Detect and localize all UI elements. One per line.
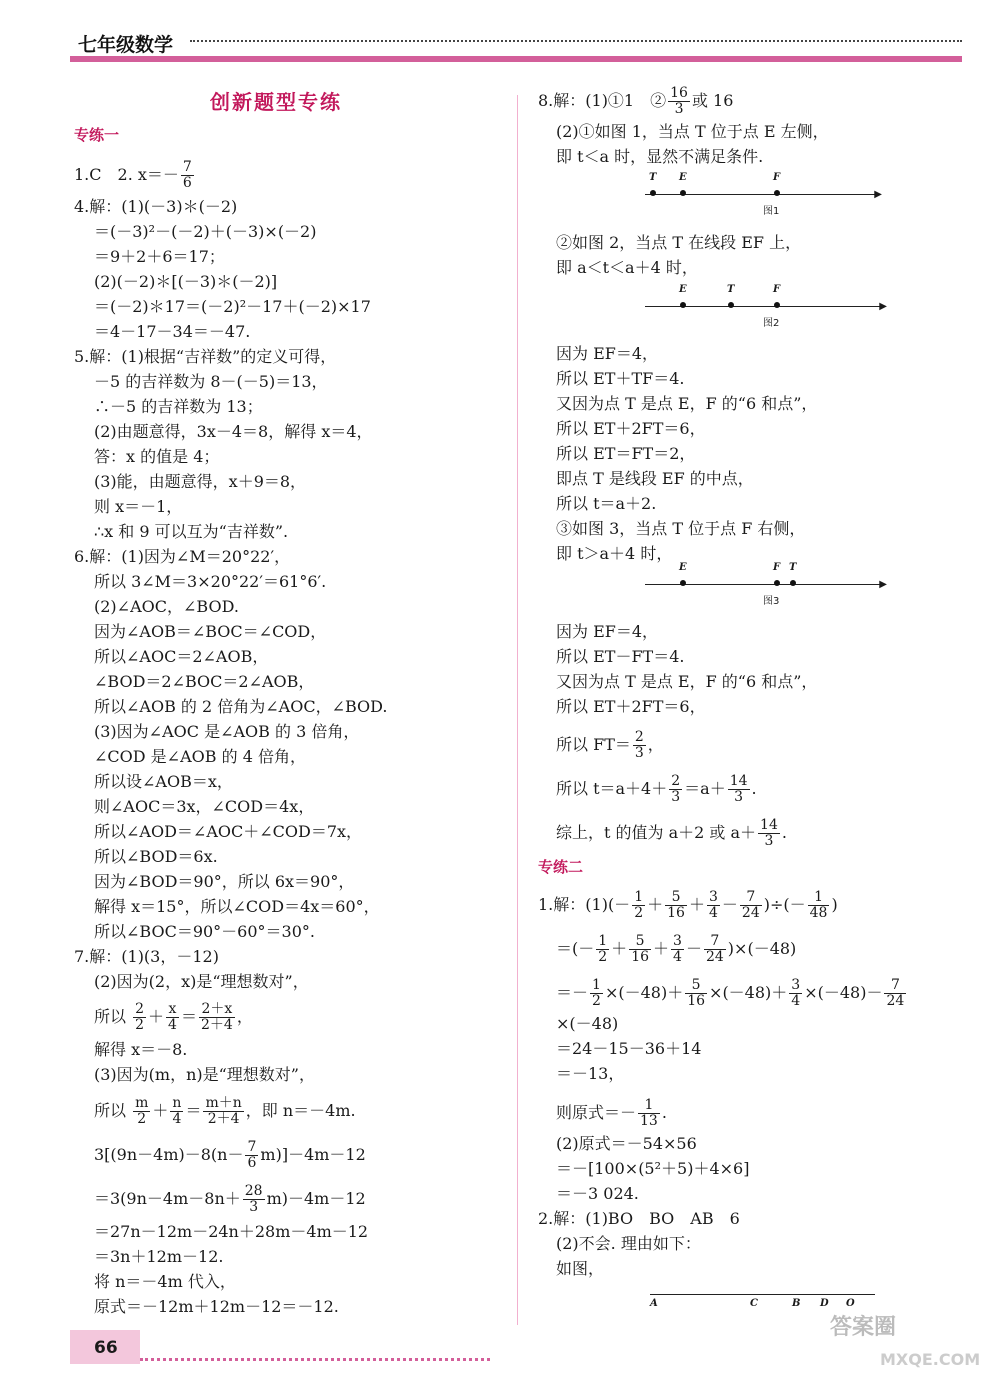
answer-line: 8.解：(1)①1 ② $\frac{16}{3}$ 或 16 <box>538 85 734 117</box>
answer-line: 因为∠BOD＝90°，所以 6x＝90°， <box>94 872 355 891</box>
fraction: $\frac{7}{6}$ <box>182 159 192 191</box>
answer-line: 6.解：(1)因为∠M＝20°22′， <box>74 547 291 566</box>
answer-line: 所以∠BOD＝6x. <box>94 847 218 866</box>
answer-line: 又因为点 T 是点 E，F 的“6 和点”， <box>556 394 818 413</box>
answer-line: ＝(－2)＊17＝(－2)²－17＋(－2)×17 <box>94 297 371 316</box>
answer-line: 解得 x＝－8. <box>94 1040 188 1059</box>
answer-line: ∠BOD＝2∠BOC＝2∠AOB， <box>94 672 315 691</box>
watermark-url: MXQE.COM <box>880 1350 981 1369</box>
header-divider <box>190 40 962 42</box>
figure-caption: 图3 <box>763 596 780 607</box>
answer-line: 所以 $\frac{2}{2}$ ＋ $\frac{x}{4}$ ＝ $\frac{2+x}{2+4}$ ， <box>94 1001 253 1033</box>
answer-line: 所以 ET－FT＝4. <box>556 647 685 666</box>
answer-line: 则 x＝－1， <box>94 497 183 516</box>
answer-line: (2)(－2)＊[(－3)＊(－2)] <box>94 272 278 291</box>
answer-line: ∠COD 是∠AOB 的 4 倍角， <box>94 747 306 766</box>
figure-caption: 图1 <box>763 206 780 217</box>
page-number: 66 <box>94 1338 118 1358</box>
answer-line: 所以 ET＋2FT＝6， <box>556 697 706 716</box>
answer-line: －5 的吉祥数为 8－(－5)＝13， <box>94 372 328 391</box>
answer-line: 综上，t 的值为 a＋2 或 a＋ $\frac{14}{3}$ . <box>556 817 787 849</box>
answer-line: 又因为点 T 是点 E，F 的“6 和点”， <box>556 672 818 691</box>
answer-line: (2)不会. 理由如下： <box>556 1234 701 1253</box>
answer-line: ∴x 和 9 可以互为“吉祥数”. <box>94 522 289 541</box>
answer-line: ＝(－3)²－(－2)＋(－3)×(－2) <box>94 222 317 241</box>
answer-line: 即点 T 是线段 EF 的中点， <box>556 469 754 488</box>
answer-line: ＝3n＋12m－12. <box>94 1247 224 1266</box>
answer-line: 5.解：(1)根据“吉祥数”的定义可得， <box>74 347 337 366</box>
answer-line: 3[(9n－4m)－8(n－ $\frac{7}{6}$ m)]－4m－12 <box>94 1139 366 1171</box>
answer-line: 所以 3∠M＝3×20°22′＝61°6′. <box>94 572 327 591</box>
answer-line: 1.解：(1)(－ $\frac{1}{2}$ ＋ $\frac{5}{16}$ ＋ $\frac{3}{4}$ － $\frac{7}{24}$ )÷(－ $\frac{1}{48}$ ) <box>538 889 838 921</box>
figure-caption: 图2 <box>763 318 780 329</box>
footer-divider <box>140 1358 490 1361</box>
number-line-figure-2: ▶ E T F 图2 <box>645 290 885 330</box>
answer-line: (3)能，由题意得，x＋9＝8， <box>94 472 307 491</box>
answer-line: 因为 EF＝4， <box>556 344 659 363</box>
answer-line: 原式＝－12m＋12m－12＝－12. <box>94 1297 339 1316</box>
answer-line: 将 n＝－4m 代入， <box>94 1272 236 1291</box>
answer-line: 所以 t＝a＋4＋ $\frac{2}{3}$ ＝a＋ $\frac{14}{3}$ . <box>556 773 757 805</box>
header-band <box>70 56 962 62</box>
section-title: 创新题型专练 <box>210 90 342 114</box>
page-header <box>70 26 962 54</box>
number-line-figure-4: A C B D O <box>650 1280 875 1320</box>
book-title: 七年级数学 <box>78 34 174 56</box>
answer-line: 即 t＞a＋4 时， <box>556 544 673 563</box>
answer-line: (2)①如图 1，当点 T 位于点 E 左侧， <box>556 122 829 141</box>
answer-line: ＝－ $\frac{1}{2}$ ×(－48)＋ $\frac{5}{16}$ ×(－48)＋ $\frac{3}{4}$ ×(－48)－ $\frac{7}{24}$ <box>556 977 905 1009</box>
answer-line: (2)原式＝－54×56 <box>556 1134 697 1153</box>
answer-line: 因为∠AOB＝∠BOC＝∠COD， <box>94 622 327 641</box>
answer-line: 即 t＜a 时，显然不满足条件. <box>556 147 764 166</box>
answer-line: (3)因为(m，n)是“理想数对”， <box>94 1065 315 1084</box>
answer-line: (2)因为(2，x)是“理想数对”， <box>94 972 309 991</box>
answer-line: 4.解：(1)(－3)＊(－2) <box>74 197 238 216</box>
answer-line: 2.解：(1)BO BO AB 6 <box>538 1209 740 1228</box>
subhead-practice-1: 专练一 <box>74 126 120 144</box>
answer-line: ③如图 3，当点 T 位于点 F 右侧， <box>556 519 806 538</box>
column-separator <box>517 95 518 1325</box>
answer-line: (2)∠AOC，∠BOD. <box>94 597 239 616</box>
answer-line: ＝3(9n－4m－8n＋ $\frac{28}{3}$ m)－4m－12 <box>94 1183 366 1215</box>
answer-line: 所以∠AOB 的 2 倍角为∠AOC，∠BOD. <box>94 697 388 716</box>
answer-line: ＝27n－12m－24n＋28m－4m－12 <box>94 1222 369 1241</box>
number-line-figure-3: ▶ E F T 图3 <box>645 568 885 608</box>
page-number-box <box>70 1330 140 1364</box>
answer-line: 则∠AOC＝3x，∠COD＝4x， <box>94 797 315 816</box>
answer-line: 所以 ET＋TF＝4. <box>556 369 685 388</box>
answer-line: (2)由题意得，3x－4＝8，解得 x＝4， <box>94 422 373 441</box>
answer-line: ＝9＋2＋6＝17； <box>94 247 225 266</box>
answer-line: ＝－3 024. <box>556 1184 639 1203</box>
answer-line: 答：x 的值是 4； <box>94 447 220 466</box>
answer-line: 1.C 2. x＝－ $\frac{7}{6}$ <box>74 159 192 191</box>
number-line-figure-1: ▶ T E F 图1 <box>645 178 880 218</box>
answer-line: 所以 ET＋2FT＝6， <box>556 419 706 438</box>
answer-line: ②如图 2，当点 T 在线段 EF 上， <box>556 233 802 252</box>
answer-line: ×(－48) <box>556 1014 619 1033</box>
answer-line: ＝－[100×(5²＋5)＋4×6] <box>556 1159 750 1178</box>
answer-line: 所以∠BOC＝90°－60°＝30°. <box>94 922 315 941</box>
answer-line: ＝4－17－34＝－47. <box>94 322 251 341</box>
answer-line: 7.解：(1)(3，－12) <box>74 947 219 966</box>
answer-line: 所以 FT＝ $\frac{2}{3}$ ， <box>556 729 664 761</box>
subhead-practice-2: 专练二 <box>538 858 584 876</box>
answer-line: 因为 EF＝4， <box>556 622 659 641</box>
answer-line: 所以∠AOD＝∠AOC＋∠COD＝7x， <box>94 822 363 841</box>
answer-line: 所以 $\frac{m}{2}$ ＋ $\frac{n}{4}$ ＝ $\frac{m+n}{2+4}$ ，即 n＝－4m. <box>94 1095 356 1127</box>
answer-line: 即 a＜t＜a＋4 时， <box>556 258 698 277</box>
answer-line: 所以∠AOC＝2∠AOB， <box>94 647 269 666</box>
answer-line: 所以设∠AOB＝x， <box>94 772 233 791</box>
answer-line: 如图， <box>556 1259 605 1278</box>
answer-line: 则原式＝－ $\frac{1}{13}$ . <box>556 1097 667 1129</box>
answer-line: 所以 ET＝FT＝2， <box>556 444 696 463</box>
answer-line: ＝(－ $\frac{1}{2}$ ＋ $\frac{5}{16}$ ＋ $\frac{3}{4}$ － $\frac{7}{24}$ )×(－48) <box>556 933 797 965</box>
answer-line: ＝－13， <box>556 1064 625 1083</box>
answer-line: (3)因为∠AOC 是∠AOB 的 3 倍角， <box>94 722 360 741</box>
watermark-logo: 答案圈 <box>830 1315 897 1340</box>
answer-line: 解得 x＝15°，所以∠COD＝4x＝60°， <box>94 897 380 916</box>
answer-line: ∴－5 的吉祥数为 13； <box>94 397 263 416</box>
answer-line: 所以 t＝a＋2. <box>556 494 657 513</box>
answer-line: ＝24－15－36＋14 <box>556 1039 702 1058</box>
